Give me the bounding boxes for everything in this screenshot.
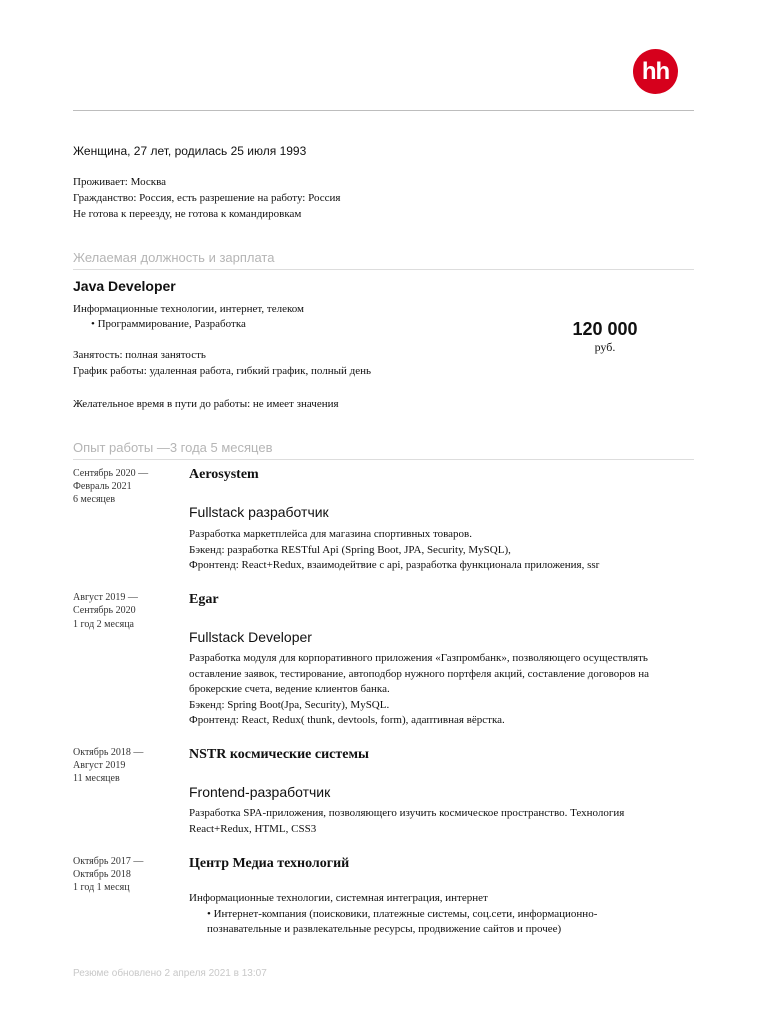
salary-currency: руб. — [594, 340, 616, 354]
citizenship-text: Гражданство: Россия, есть разрешение на работу: Россия — [73, 192, 341, 204]
job-period-end: Сентябрь 2020 — [73, 605, 136, 616]
hh-logo: hh — [633, 49, 678, 94]
job-role: Fullstack Developer — [189, 629, 312, 645]
job-description-line: оставление заявок, тестирование, автоподбор нужного портфеля акций, составление договоров на — [189, 667, 649, 680]
job-role: Frontend-разработчик — [189, 784, 331, 800]
job-description-line: Разработка модуля для корпоративного приложения «Газпромбанк», позволяющего осуществлять — [189, 652, 648, 664]
job-period-end: Октябрь 2018 — [73, 869, 131, 880]
job-industry — [189, 891, 689, 938]
job-description-line: брокерские счета, ведение клиентов банка. — [189, 683, 390, 695]
job-company: Egar — [189, 592, 219, 607]
employment-text: Занятость: полная занятость — [73, 349, 206, 361]
desired-position-section-title: Желаемая должность и зарплата — [73, 250, 694, 270]
schedule-text: График работы: удаленная работа, гибкий график, полный день — [73, 365, 372, 377]
job-period-start: Октябрь 2017 — — [73, 856, 144, 867]
job-description-line: Бэкенд: Spring Boot(Jpa, Security), MySQL. — [189, 698, 390, 711]
job-period-end: Август 2019 — [73, 760, 126, 771]
job-industry-detail-line: познавательные и развлекательные ресурсы, продвижение сайтов и прочее) — [207, 923, 562, 935]
position-title: Java Developer — [73, 278, 176, 294]
job-company: NSTR космические системы — [189, 747, 369, 762]
job-period-start: Сентябрь 2020 — — [73, 468, 149, 479]
job-role: Fullstack разработчик — [189, 504, 329, 520]
job-description-line: Фронтенд: React, Redux( thunk, devtools, form), адаптивная вёрстка. — [189, 714, 505, 726]
job-duration: 1 год 2 месяца — [73, 619, 134, 630]
job-company: Центр Медиа технологий — [189, 856, 350, 871]
job-description-line: Разработка SPA-приложения, позволяющего изучить космическое пространство. Технология — [189, 807, 625, 819]
position-specialization: • Программирование, Разработка — [91, 318, 246, 330]
job-description — [189, 806, 689, 837]
job-industry-detail-line: • Интернет-компания (поисковики, платежные системы, соц.сети, информационно- — [207, 907, 598, 920]
job-description-line: Фронтенд: React+Redux, взаимодейтвие с api, разработка функционала приложения, ssr — [189, 559, 600, 571]
gender-age-text: Женщина, 27 лет, родилась 25 июля 1993 — [73, 144, 307, 158]
job-period-start: Август 2019 — — [73, 592, 138, 603]
commute-text: Желательное время в пути до работы: не имеет значения — [73, 398, 339, 410]
job-duration: 6 месяцев — [73, 494, 116, 505]
job-description — [189, 527, 689, 574]
job-description-line: Бэкенд: разработка RESTful Api (Spring Boot, JPA, Security, MySQL), — [189, 543, 511, 556]
job-duration: 11 месяцев — [73, 773, 120, 784]
job-period-end: Февраль 2021 — [73, 481, 132, 492]
salary-amount: 120 000 — [572, 319, 638, 339]
resume-updated-footer: Резюме обновлено 2 апреля 2021 в 13:07 — [73, 968, 267, 979]
residence-text: Проживает: Москва — [73, 176, 167, 188]
position-industry: Информационные технологии, интернет, телеком — [73, 303, 304, 315]
job-description — [189, 651, 689, 729]
header-divider — [73, 110, 694, 111]
job-duration: 1 год 1 месяц — [73, 882, 130, 893]
job-company: Aerosystem — [189, 467, 259, 482]
job-description-line: Разработка маркетплейса для магазина спортивных товаров. — [189, 528, 473, 540]
job-description-line: React+Redux, HTML, CSS3 — [189, 822, 317, 835]
relocation-text: Не готова к переезду, не готова к командировкам — [73, 208, 302, 220]
job-period-start: Октябрь 2018 — — [73, 747, 144, 758]
experience-section-title: Опыт работы —3 года 5 месяцев — [73, 440, 694, 460]
job-industry-line: Информационные технологии, системная интеграция, интернет — [189, 892, 488, 904]
